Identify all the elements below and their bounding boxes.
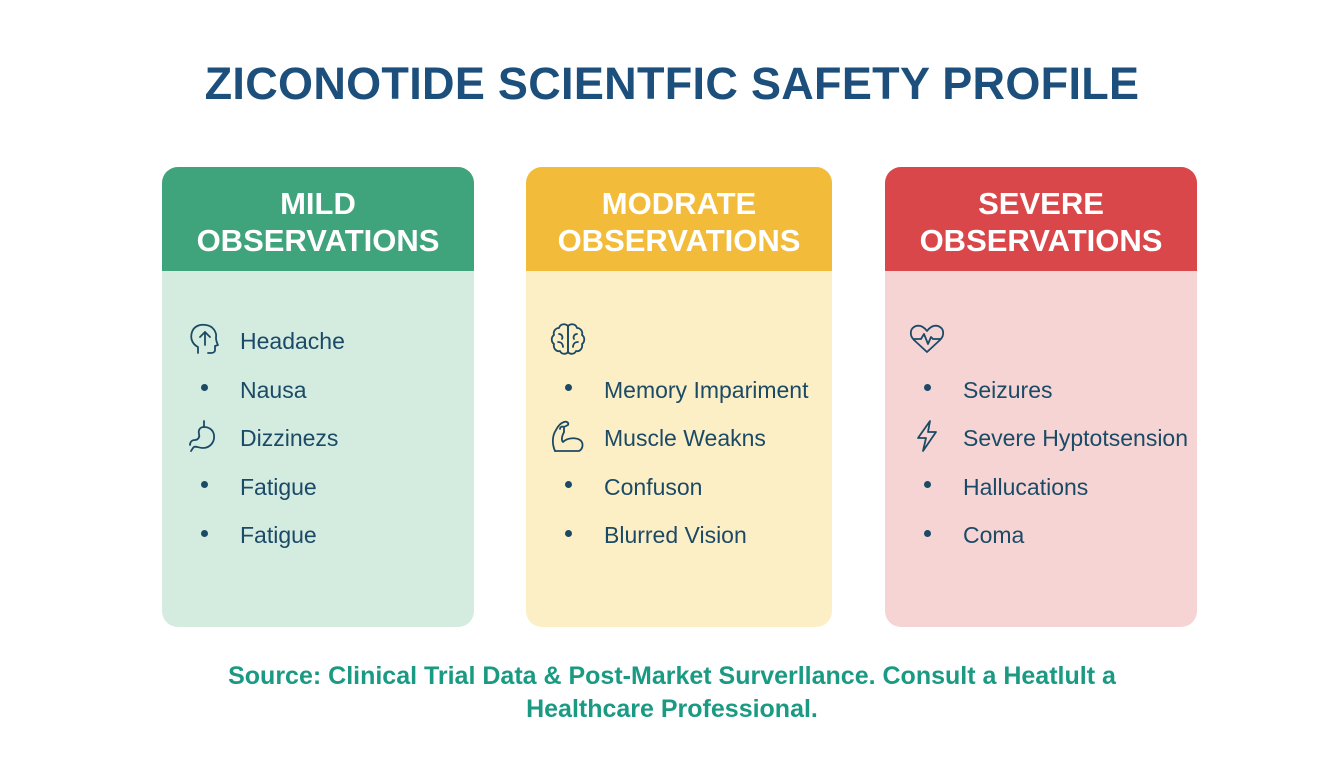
item-label: Headache <box>240 328 345 354</box>
severe-observations-card <box>885 167 1197 627</box>
item-label: Coma <box>963 522 1025 548</box>
item-label: Seizures <box>963 376 1053 403</box>
item-label: Nausa <box>240 376 307 403</box>
bullet-icon <box>548 515 588 551</box>
bullet-icon <box>548 370 588 406</box>
footnote-line2: Healthcare Professional. <box>526 695 818 723</box>
footnote-line1: Source: Clinical Trial Data & Post-Market Surverllance. Consult a Heatlult a <box>228 662 1116 690</box>
muscle-icon <box>548 418 588 454</box>
list-item <box>885 412 1197 461</box>
list-item <box>526 461 832 510</box>
list-item <box>526 412 832 461</box>
item-label: Hallucations <box>963 473 1089 500</box>
lightning-icon <box>907 418 947 454</box>
mild-header-line2: OBSERVATIONS <box>196 223 440 258</box>
bullet-icon <box>907 467 947 503</box>
severe-items-list <box>885 271 1197 558</box>
brain-icon <box>548 321 588 357</box>
list-item <box>885 509 1197 558</box>
item-label: Severe Hyptotsension <box>963 425 1189 451</box>
bullet-icon <box>184 467 224 503</box>
bullet-icon <box>184 370 224 406</box>
mild-header-line1: MILD <box>280 186 356 221</box>
list-item <box>526 509 832 558</box>
list-item <box>885 315 1197 364</box>
moderate-header-line2: OBSERVATIONS <box>557 223 801 258</box>
moderate-items-list <box>526 271 832 558</box>
list-item <box>526 315 832 364</box>
bullet-icon <box>907 370 947 406</box>
list-item <box>162 364 474 413</box>
list-item <box>162 509 474 558</box>
moderate-header-line1: MODRATE <box>601 186 757 221</box>
head-icon <box>184 321 224 357</box>
item-label: Muscle Weakns <box>604 425 766 451</box>
severe-header-line1: SEVERE <box>978 186 1104 221</box>
list-item <box>526 364 832 413</box>
mild-card-header <box>162 167 474 271</box>
list-item <box>162 461 474 510</box>
page-title: ZICONOTIDE SCIENTFIC SAFETY PROFILE <box>204 58 1140 109</box>
item-label: Confuson <box>604 473 703 500</box>
source-footnote <box>0 660 1344 726</box>
mild-items-list <box>162 271 474 558</box>
bullet-icon <box>907 515 947 551</box>
list-item <box>885 461 1197 510</box>
item-label: Dizzinezs <box>240 425 339 451</box>
heartbeat-icon <box>907 321 947 357</box>
item-label: Blurred Vision <box>604 522 747 548</box>
item-label: Fatigue <box>240 522 317 548</box>
bullet-icon <box>184 515 224 551</box>
list-item <box>162 412 474 461</box>
item-label: Memory Impariment <box>604 376 809 403</box>
severe-card-header <box>885 167 1197 271</box>
stomach-icon <box>184 418 224 454</box>
list-item <box>162 315 474 364</box>
moderate-card-header <box>526 167 832 271</box>
item-label: Fatigue <box>240 473 317 500</box>
moderate-observations-card <box>526 167 832 627</box>
list-item <box>885 364 1197 413</box>
severe-header-line2: OBSERVATIONS <box>919 223 1163 258</box>
bullet-icon <box>548 467 588 503</box>
mild-observations-card <box>162 167 474 627</box>
